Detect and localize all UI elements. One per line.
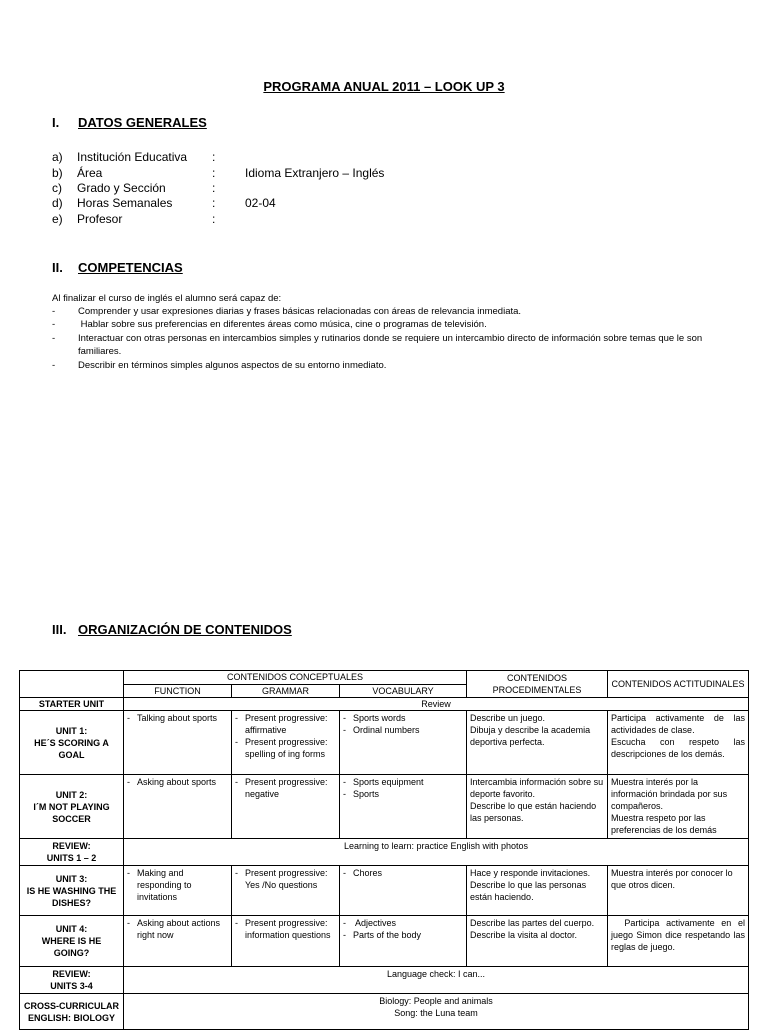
- unit-cell: UNIT 1: HE´S SCORING A GOAL: [20, 711, 124, 775]
- item-text: Making and responding to invitations: [137, 868, 192, 902]
- merged-content-cell: Language check: I can...: [124, 967, 749, 994]
- table-row-cross-curricular: [20, 994, 749, 1030]
- unit-cell: STARTER UNIT: [20, 698, 124, 711]
- list-item: [235, 776, 336, 800]
- item-text: Sports: [353, 789, 380, 799]
- bullet-dash: -: [235, 868, 238, 878]
- header-grammar: GRAMMAR: [232, 685, 340, 698]
- datos-colon: :: [212, 212, 216, 226]
- table-row-unit3: [20, 866, 749, 916]
- vocabulary-cell: [340, 711, 467, 775]
- table-row-starter: [20, 698, 749, 711]
- datos-letter: d): [52, 196, 63, 210]
- function-cell: [124, 866, 232, 916]
- datos-label: Grado y Sección: [77, 181, 166, 195]
- section-heading-organizacion: [52, 622, 292, 637]
- competencias-intro: Al finalizar el curso de inglés el alumno será capaz de:: [52, 293, 282, 304]
- unit-cell: UNIT 2: I´M NOT PLAYING SOCCER: [20, 775, 124, 839]
- procedimental-cell: Describe un juego. Dibuja y describe la academia deportiva perfecta.: [467, 711, 608, 775]
- function-cell: [124, 711, 232, 775]
- header-empty-cell: [20, 671, 124, 698]
- list-item: [235, 917, 336, 941]
- bullet-dash: -: [52, 319, 56, 330]
- bullet-dash: -: [343, 930, 346, 940]
- datos-letter: c): [52, 181, 62, 195]
- competencia-text: Interactuar con otras personas en intercambios simples y rutinarios donde se requiere un intercambio directo de información sobre temas que le son familiares.: [78, 333, 703, 358]
- competencia-text: Hablar sobre sus preferencias en diferentes áreas como música, cine o programas de televisión.: [78, 319, 487, 330]
- section-title: DATOS GENERALES: [78, 115, 207, 130]
- function-cell: [124, 916, 232, 967]
- list-item: [235, 867, 336, 891]
- header-actitudinales: CONTENIDOS ACTITUDINALES: [608, 671, 749, 698]
- item-text: Chores: [353, 868, 383, 878]
- vocabulary-cell: [340, 866, 467, 916]
- item-text: Sports words: [353, 713, 406, 723]
- item-text: Talking about sports: [137, 713, 218, 723]
- section-heading-datos-generales: [52, 115, 207, 130]
- list-item: [127, 712, 228, 724]
- bullet-dash: -: [235, 713, 238, 723]
- list-item: [343, 867, 463, 879]
- section-title: COMPETENCIAS: [78, 260, 183, 275]
- datos-letter: e): [52, 212, 63, 226]
- bullet-dash: -: [235, 777, 238, 787]
- bullet-dash: -: [127, 713, 130, 723]
- section-title: ORGANIZACIÓN DE CONTENIDOS: [78, 622, 292, 637]
- datos-label: Área: [77, 166, 103, 180]
- list-item: [343, 929, 463, 941]
- cross-content-line: Song: the Luna team: [394, 1008, 478, 1018]
- procedimental-cell: Intercambia información sobre su deporte favorito. Describe lo que están haciendo las personas.: [467, 775, 608, 839]
- list-item: [127, 917, 228, 941]
- item-text: Adjectives: [353, 918, 397, 928]
- bullet-dash: -: [343, 713, 346, 723]
- unit-cell: UNIT 4: WHERE IS HE GOING?: [20, 916, 124, 967]
- item-text: Asking about sports: [137, 777, 217, 787]
- actitudinal-cell: Muestra interés por conocer lo que otros dicen.: [608, 866, 749, 916]
- procedimental-cell: Hace y responde invitaciones. Describe lo que las personas están haciendo.: [467, 866, 608, 916]
- bullet-dash: -: [52, 360, 56, 371]
- unit-cell: REVIEW: UNITS 3-4: [20, 967, 124, 994]
- merged-content-cell: Learning to learn: practice English with photos: [124, 839, 749, 866]
- unit-cell: REVIEW: UNITS 1 – 2: [20, 839, 124, 866]
- datos-colon: :: [212, 181, 216, 195]
- header-procedimentales: CONTENIDOS PROCEDIMENTALES: [467, 671, 608, 698]
- cross-content-line: Biology: People and animals: [379, 996, 493, 1006]
- list-item: [235, 712, 336, 736]
- bullet-dash: -: [52, 333, 56, 344]
- item-text: Present progressive: negative: [245, 777, 328, 799]
- competencia-text: Comprender y usar expresiones diarias y frases básicas relacionadas con áreas de relevancia inmediata.: [78, 306, 522, 317]
- table-row-unit1: [20, 711, 749, 775]
- item-text: Present progressive: affirmative: [245, 713, 328, 735]
- table-row-review1: [20, 839, 749, 866]
- bullet-dash: -: [343, 868, 346, 878]
- bullet-dash: -: [52, 306, 56, 317]
- datos-label: Profesor: [77, 212, 123, 226]
- item-text: Sports equipment: [353, 777, 424, 787]
- item-text: Ordinal numbers: [353, 725, 420, 735]
- table-row-unit2: [20, 775, 749, 839]
- grammar-cell: [232, 916, 340, 967]
- datos-letter: a): [52, 150, 63, 164]
- bullet-dash: -: [343, 789, 346, 799]
- bullet-dash: -: [127, 918, 130, 928]
- actitudinal-cell: Participa activamente de las actividades de clase. Escucha con respeto las descripciones de los demás.: [608, 711, 749, 775]
- section-number: I.: [52, 115, 60, 130]
- item-text: Present progressive: Yes /No questions: [245, 868, 328, 890]
- unit-cell: CROSS-CURRICULAR ENGLISH: BIOLOGY: [20, 994, 124, 1030]
- item-text: Asking about actions right now: [137, 918, 221, 940]
- bullet-dash: -: [127, 777, 130, 787]
- bullet-dash: -: [127, 868, 130, 878]
- list-item: [343, 917, 463, 929]
- datos-value: 02-04: [245, 196, 276, 210]
- actitudinal-cell: Participa activamente en el juego Simon dice respetando las reglas de juego.: [608, 916, 749, 967]
- contents-table: [19, 670, 749, 1030]
- datos-colon: :: [212, 166, 216, 180]
- section-number: II.: [52, 260, 63, 275]
- function-cell: [124, 775, 232, 839]
- datos-value: Idioma Extranjero – Inglés: [245, 166, 385, 180]
- list-item: [235, 736, 336, 760]
- header-conceptuales: CONTENIDOS CONCEPTUALES: [124, 671, 467, 685]
- table-row-unit4: [20, 916, 749, 967]
- list-item: [343, 724, 463, 736]
- bullet-dash: -: [235, 737, 238, 747]
- datos-label: Horas Semanales: [77, 196, 173, 210]
- section-number: III.: [52, 622, 67, 637]
- merged-content-cell: Review: [124, 698, 749, 711]
- list-item: [343, 712, 463, 724]
- datos-colon: :: [212, 196, 216, 210]
- procedimental-cell: Describe las partes del cuerpo. Describe la visita al doctor.: [467, 916, 608, 967]
- item-text: Present progressive: information questions: [245, 918, 331, 940]
- item-text: Present progressive: spelling of ing forms: [245, 737, 328, 759]
- grammar-cell: [232, 775, 340, 839]
- datos-label: Institución Educativa: [77, 150, 188, 164]
- section-heading-competencias: [52, 260, 183, 275]
- datos-letter: b): [52, 166, 63, 180]
- list-item: [127, 867, 228, 903]
- list-item: [343, 776, 463, 788]
- document-title: PROGRAMA ANUAL 2011 – LOOK UP 3: [263, 79, 505, 94]
- merged-content-cell: [124, 994, 749, 1030]
- vocabulary-cell: [340, 916, 467, 967]
- bullet-dash: -: [343, 725, 346, 735]
- list-item: [343, 788, 463, 800]
- table-row-review2: [20, 967, 749, 994]
- datos-colon: :: [212, 150, 216, 164]
- header-function: FUNCTION: [124, 685, 232, 698]
- unit-cell: UNIT 3: IS HE WASHING THE DISHES?: [20, 866, 124, 916]
- bullet-dash: -: [235, 918, 238, 928]
- grammar-cell: [232, 866, 340, 916]
- actitudinal-cell: Muestra interés por la información brindada por sus compañeros. Muestra respeto por las preferencias de los demás: [608, 775, 749, 839]
- item-text: Parts of the body: [353, 930, 422, 940]
- competencia-text: Describir en términos simples algunos aspectos de su entorno inmediato.: [78, 360, 387, 371]
- list-item: [127, 776, 228, 788]
- header-vocabulary: VOCABULARY: [340, 685, 467, 698]
- bullet-dash: -: [343, 918, 346, 928]
- grammar-cell: [232, 711, 340, 775]
- vocabulary-cell: [340, 775, 467, 839]
- bullet-dash: -: [343, 777, 346, 787]
